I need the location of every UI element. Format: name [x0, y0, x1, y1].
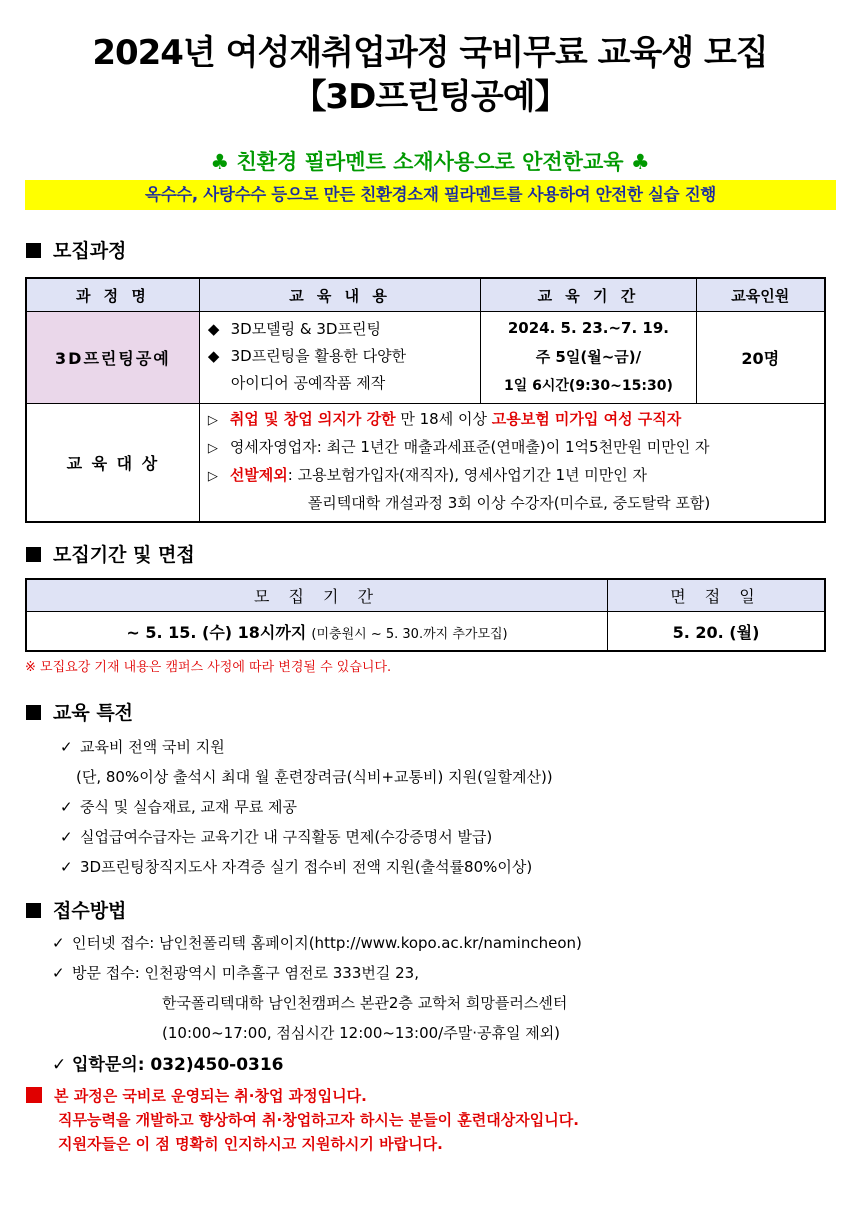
footer-notice: 본 과정은 국비로 운영되는 취·창업 과정입니다. 직무능력을 개발하고 향상하여 취·창업하고자 하시는 분들이 훈련대상자입니다. 지원자들은 이 점 명확히 인지하시고 지원하시기 바랍니다.: [26, 1084, 579, 1156]
course-name: 3D프린팅공예: [26, 312, 199, 404]
triangle-bullet-icon: ▷: [207, 413, 218, 428]
recruit-period: ~ 5. 15. (수) 18시까지 (미충원시 ~ 5. 30.까지 추가모집): [26, 612, 608, 652]
page-title: 2024년 여성재취업과정 국비무료 교육생 모집: [92, 33, 768, 73]
notice: ※ 모집요강 기재 내용은 캠퍼스 사정에 따라 변경될 수 있습니다.: [25, 660, 392, 675]
check-icon: ✓: [60, 738, 73, 756]
square-bullet-icon: [26, 243, 41, 258]
check-icon: ✓: [60, 798, 73, 816]
slogan: ♣ 친환경 필라멘트 소재사용으로 안전한교육 ♣: [210, 150, 650, 174]
header-course-name: 과 정 명: [26, 278, 199, 312]
interview-date: 5. 20. (월): [608, 612, 826, 652]
benefit-list: ✓ 교육비 전액 국비 지원 (단, 80%이상 출석시 최대 월 훈련장려금(식비+교통비) 지원(일할계산)) ✓ 중식 및 실습재료, 교재 무료 제공 ✓ 실업급여수급자는 교육기간 내 구직활동 면제(수강증명서 발급) ✓ 3D프린팅창직지도사 자격증 실기 접수비 전액 지원(출석률80%이상): [60, 732, 553, 882]
page-subtitle: 【3D프린팅공예】: [292, 77, 568, 117]
check-icon: ✓: [60, 858, 73, 876]
check-icon: ✓: [52, 964, 65, 982]
inquiry-phone: 입학문의: 032)450-0316: [72, 1055, 284, 1075]
check-icon: ✓: [60, 828, 73, 846]
apply-heading: 접수방법: [26, 896, 126, 923]
highlight-banner: 옥수수, 사탕수수 등으로 만든 친환경소재 필라멘트를 사용하여 안전한 실습 진행: [25, 180, 836, 210]
benefit-heading: 교육 특전: [26, 698, 133, 725]
target-content: ▷ 취업 및 창업 의지가 강한 만 18세 이상 고용보험 미가입 여성 구직자 ▷ 영세자영업자: 최근 1년간 매출과세표준(연매출)이 1억5천만원 미만인 자 ▷ 선발제외: 고용보험가입자(재직자), 영세사업기간 1년 미만인 자 폴리텍대학 개설과정 3회 이상 수강자(미수료, 중도탈락 포함): [199, 404, 825, 523]
check-icon: ✓: [52, 934, 65, 952]
course-content: ◆ 3D모델링 & 3D프린팅 ◆ 3D프린팅을 활용한 다양한 아이디어 공예작품 제작: [199, 312, 480, 404]
square-bullet-icon: [26, 547, 41, 562]
header-interview: 면 접 일: [608, 579, 826, 612]
square-bullet-icon: [26, 903, 41, 918]
header-period: 교 육 기 간: [481, 278, 696, 312]
red-square-icon: [26, 1087, 42, 1103]
header-count: 교육인원: [696, 278, 825, 312]
check-icon: ✓: [52, 1055, 67, 1075]
triangle-bullet-icon: ▷: [207, 469, 218, 484]
recruit-table: [25, 578, 826, 652]
header-content: 교 육 내 용: [199, 278, 480, 312]
square-bullet-icon: [26, 705, 41, 720]
target-label: 교 육 대 상: [26, 404, 199, 523]
apply-list: ✓ 인터넷 접수: 남인천폴리텍 홈페이지(http://www.kopo.ac.kr/namincheon) ✓ 방문 접수: 인천광역시 미추홀구 염전로 333번길 23, 한국폴리텍대학 남인천캠퍼스 본관2층 교학처 희망플러스센터 (10:00~17:00, 점심시간 12:00~13:00/주말·공휴일 제외) ✓ 입학문의: 032)450-0316: [52, 928, 582, 1082]
course-count: 20명: [696, 312, 825, 404]
course-table: [25, 277, 826, 523]
recruit-heading: 모집기간 및 면접: [26, 540, 195, 567]
course-period: 2024. 5. 23.~7. 19. 주 5일(월~금)/ 1일 6시간(9:30~15:30): [481, 312, 696, 404]
triangle-bullet-icon: ▷: [207, 441, 218, 456]
course-heading: 모집과정: [26, 236, 126, 263]
header-recruit-period: 모 집 기 간: [26, 579, 608, 612]
